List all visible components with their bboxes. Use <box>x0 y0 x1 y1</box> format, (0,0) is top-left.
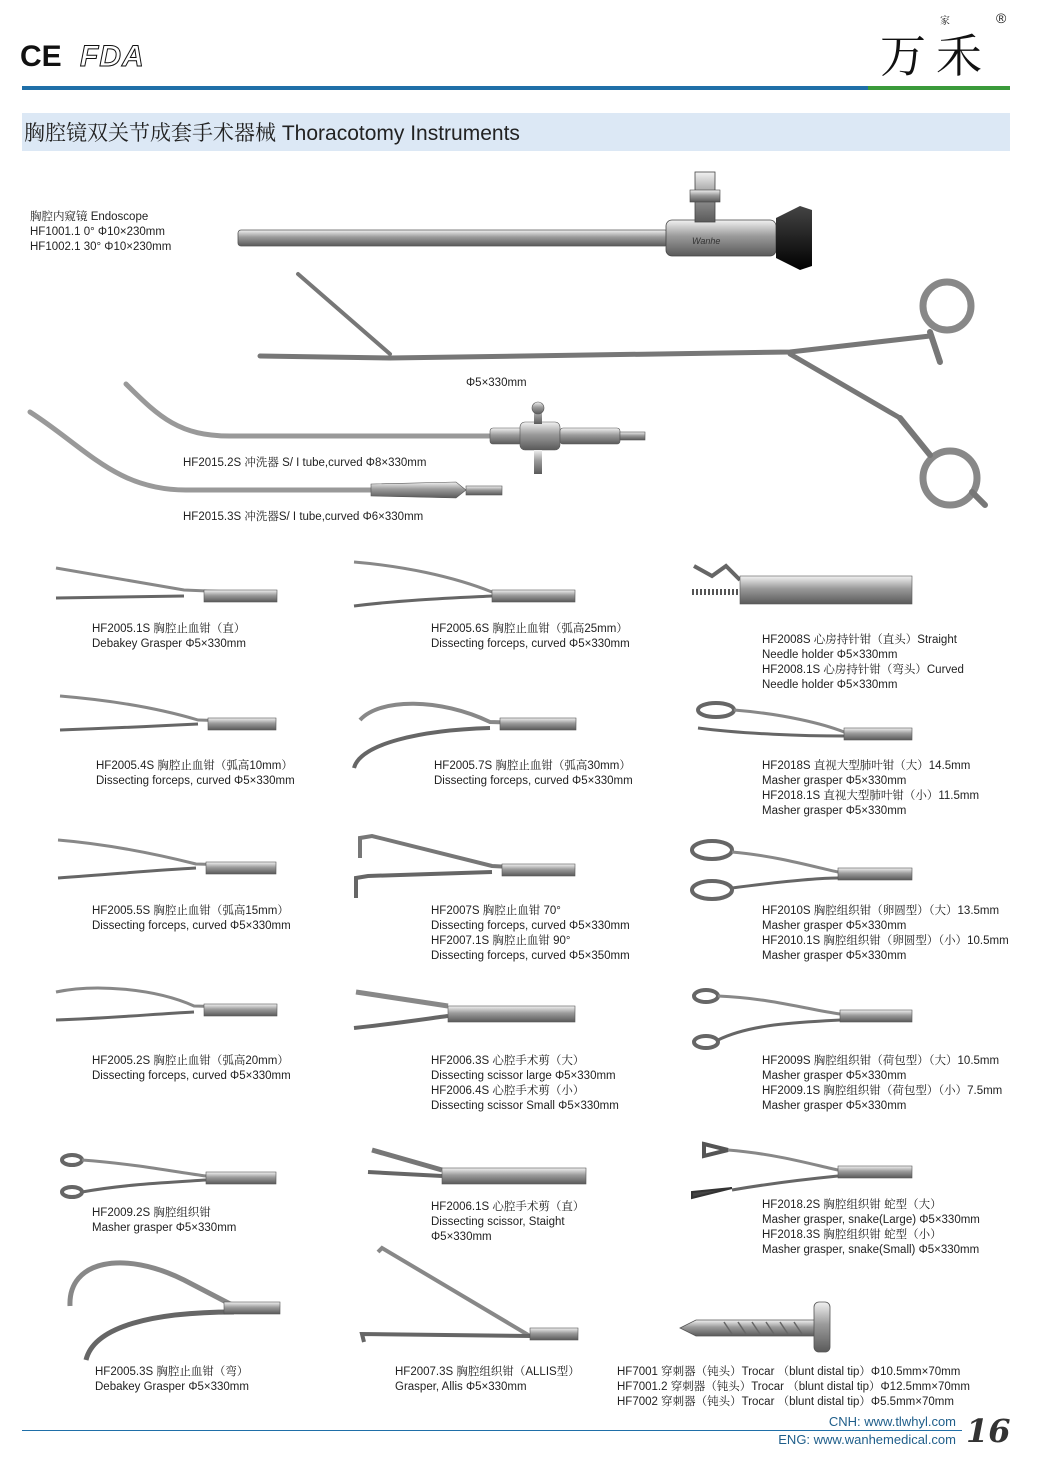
instrument-image <box>694 698 914 748</box>
caption-line: Masher grasper, snake(Large) Φ5×330mm <box>762 1214 980 1226</box>
caption-item <box>431 904 630 964</box>
caption-line: HF7002 穿刺器（钝头）Trocar （blunt distal tip）Φ5.5mm×70mm <box>617 1396 954 1408</box>
caption-line: HF2006.3S 心腔手术剪（大） <box>431 1055 585 1067</box>
instrument-image <box>54 562 279 607</box>
caption-line: Dissecting forceps, curved Φ5×330mm <box>431 920 630 932</box>
caption-line: HF2015.2S 冲洗器 S/ I tube,curved Φ8×330mm <box>183 457 427 469</box>
caption-item <box>395 1365 580 1395</box>
caption-item <box>431 622 630 652</box>
caption-line: HF1001.1 0° Φ10×230mm <box>30 226 165 238</box>
caption-line: HF2007.1S 胸腔止血钳 90° <box>431 935 571 947</box>
header-rule-blue <box>22 86 868 90</box>
caption-line: HF2018.3S 胸腔组织钳 蛇型（小） <box>762 1229 942 1241</box>
instrument-image <box>366 1146 588 1191</box>
caption-item <box>92 904 291 934</box>
caption-item <box>92 622 246 652</box>
page-title: 胸腔镜双关节成套手术器械 Thoracotomy Instruments <box>24 122 520 145</box>
caption-item <box>92 1206 236 1236</box>
caption-line: Dissecting forceps, curved Φ5×350mm <box>431 950 630 962</box>
caption-line: Grasper, Allis Φ5×330mm <box>395 1381 527 1393</box>
caption-line: HF2010.1S 胸腔组织钳（卵圆型）（小）10.5mm <box>762 935 1009 947</box>
caption-line: HF2009.1S 胸腔组织钳（荷包型）（小）7.5mm <box>762 1085 1003 1097</box>
instrument-image <box>352 832 577 904</box>
caption-item <box>762 904 1009 964</box>
brand-logo: 万禾 <box>880 29 992 83</box>
instrument-image <box>690 984 914 1054</box>
caption-line: HF2005.3S 胸腔止血钳（弯） <box>95 1366 249 1378</box>
caption-line: HF2005.2S 胸腔止血钳（弧高20mm） <box>92 1055 289 1067</box>
caption-line: HF2005.7S 胸腔止血钳（弧高30mm） <box>434 760 631 772</box>
instrument-image <box>56 1150 278 1200</box>
irrigator-image-2 <box>26 408 506 498</box>
caption-line: HF2007S 胸腔止血钳 70° <box>431 905 561 917</box>
caption-line: HF2015.3S 冲洗器S/ I tube,curved Φ6×330mm <box>183 511 424 523</box>
caption-item <box>762 759 979 819</box>
caption-line: HF2006.1S 心腔手术剪（直） <box>431 1201 585 1213</box>
caption-item <box>617 1365 970 1410</box>
caption-line: Debakey Grasper Φ5×330mm <box>92 638 246 650</box>
caption-line: Masher grasper Φ5×330mm <box>92 1222 237 1234</box>
caption-line: HF2005.6S 胸腔止血钳（弧高25mm） <box>431 623 628 635</box>
caption-line: Masher grasper Φ5×330mm <box>762 1070 907 1082</box>
caption-item <box>762 1054 1002 1114</box>
caption-item <box>92 1054 291 1084</box>
header-rule-green <box>868 86 1010 90</box>
caption-item <box>96 759 295 789</box>
page-number: 16 <box>966 1412 1011 1450</box>
instrument-image <box>358 1244 580 1344</box>
caption-line: Dissecting scissor Small Φ5×330mm <box>431 1100 619 1112</box>
caption-line: HF2008.1S 心房持针钳（弯头）Curved <box>762 664 964 676</box>
ce-mark: CE <box>20 40 62 73</box>
caption-line: HF2008S 心房持针钳（直头）Straight <box>762 634 957 646</box>
registered-mark: ® <box>996 10 1007 26</box>
caption-line: Needle holder Φ5×330mm <box>762 679 898 691</box>
footer-eng-link[interactable]: ENG: www.wanhemedical.com <box>778 1432 956 1447</box>
caption-item <box>762 633 964 693</box>
caption-line: Masher grasper, snake(Small) Φ5×330mm <box>762 1244 980 1256</box>
caption-item <box>431 1054 619 1114</box>
caption-line: Dissecting forceps, curved Φ5×330mm <box>434 775 633 787</box>
caption-item <box>95 1365 249 1395</box>
instrument-image <box>688 1140 914 1202</box>
caption-line: Dissecting forceps, curved Φ5×330mm <box>96 775 295 787</box>
caption-line: HF7001.2 穿刺器（钝头）Trocar （blunt distal tip）Φ12.5mm×70mm <box>617 1381 970 1393</box>
caption-line: HF2009S 胸腔组织钳（荷包型）（大）10.5mm <box>762 1055 1000 1067</box>
instrument-image <box>688 838 914 902</box>
caption-line: HF2018S 直视大型肺叶钳（大）14.5mm <box>762 760 971 772</box>
caption-line: 胸腔内窥镜 Endoscope <box>30 211 149 223</box>
caption-line: HF2007.3S 胸腔组织钳（ALLIS型） <box>395 1366 580 1378</box>
caption-line: HF1002.1 30° Φ10×230mm <box>30 241 172 253</box>
caption-line: Masher grasper Φ5×330mm <box>762 920 907 932</box>
instrument-image <box>56 834 278 884</box>
caption-line: Φ5×330mm <box>431 1231 492 1243</box>
footer-cnh-link[interactable]: CNH: www.tlwhyl.com <box>828 1414 956 1429</box>
caption-item <box>434 759 633 789</box>
caption-line: Dissecting forceps, curved Φ5×330mm <box>92 920 291 932</box>
caption-line: Debakey Grasper Φ5×330mm <box>95 1381 249 1393</box>
fda-logo: FDA <box>80 40 145 73</box>
instrument-image <box>54 982 279 1027</box>
endoscope-logo: Wanhe <box>692 236 721 246</box>
caption-line: Masher grasper Φ5×330mm <box>762 805 907 817</box>
footer-rule <box>22 1430 962 1431</box>
caption-line: HF2005.1S 胸腔止血钳（直） <box>92 623 246 635</box>
caption-line: HF2018.1S 直视大型肺叶钳（小）11.5mm <box>762 790 980 802</box>
caption-line: Masher grasper Φ5×330mm <box>762 775 907 787</box>
caption-item <box>762 1198 980 1258</box>
caption-line: HF2006.4S 心腔手术剪（小） <box>431 1085 585 1097</box>
caption-line: Masher grasper Φ5×330mm <box>762 950 907 962</box>
caption-endoscope <box>30 210 171 255</box>
caption-line: Needle holder Φ5×330mm <box>762 649 898 661</box>
caption-line: HF2010S 胸腔组织钳（卵圆型）（大）13.5mm <box>762 905 1000 917</box>
brand-small-mark: 家 <box>940 16 950 27</box>
caption-line: Dissecting forceps, curved Φ5×330mm <box>92 1070 291 1082</box>
instrument-image <box>352 556 577 611</box>
instrument-image <box>352 988 577 1033</box>
caption-line: Φ5×330mm <box>466 377 527 389</box>
caption-line: Dissecting forceps, curved Φ5×330mm <box>431 638 630 650</box>
caption-line: HF2009.2S 胸腔组织钳 <box>92 1207 211 1219</box>
endoscope-image <box>230 170 820 280</box>
caption-irrigator-2 <box>183 510 423 525</box>
instrument-image <box>64 1250 282 1364</box>
caption-item <box>431 1200 584 1245</box>
caption-line: HF7001 穿刺器（钝头）Trocar （blunt distal tip）Φ10.5mm×70mm <box>617 1366 961 1378</box>
caption-line: HF2005.5S 胸腔止血钳（弧高15mm） <box>92 905 289 917</box>
caption-line: Dissecting scissor, Staight <box>431 1216 565 1228</box>
caption-line: HF2018.2S 胸腔组织钳 蛇型（大） <box>762 1199 942 1211</box>
instrument-image <box>58 690 278 740</box>
caption-line: HF2005.4S 胸腔止血钳（弧高10mm） <box>96 760 293 772</box>
trocar-image <box>676 1298 842 1354</box>
instrument-image <box>690 562 915 607</box>
caption-line: Masher grasper Φ5×330mm <box>762 1100 907 1112</box>
caption-line: Dissecting scissor large Φ5×330mm <box>431 1070 616 1082</box>
